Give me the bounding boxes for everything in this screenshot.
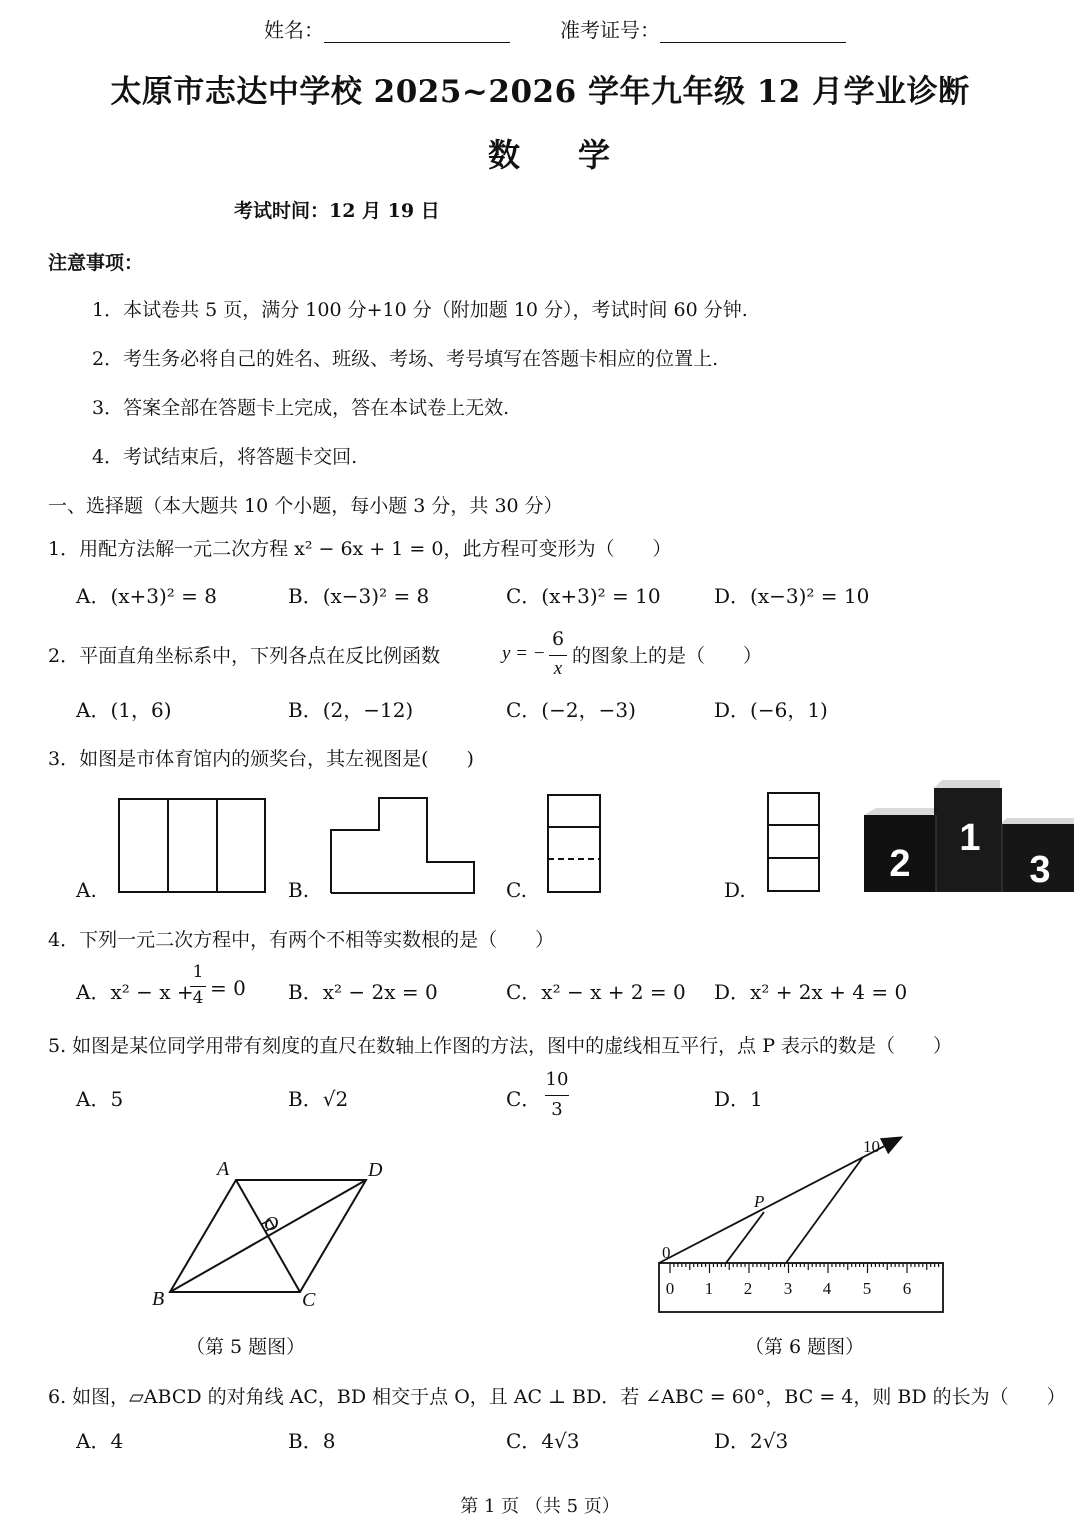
question-3-stem: 3．如图是市体育馆内的颁奖台，其左视图是( ) [48,748,474,770]
label-o: O [264,1213,279,1235]
q1-option-c: C．(x+3)² = 10 [506,584,661,608]
label-b: B [152,1288,165,1310]
question-2-stem-b: 的图象上的是（ ） [572,645,763,667]
ray-label-0: 0 [662,1243,671,1262]
question-6-stem: 6. 如图，▱ABCD 的对角线 AC，BD 相交于点 O，且 AC ⊥ BD．若 ∠ABC = 60°，BC = 4，则 BD 的长为（ ） [48,1386,1066,1408]
ruler-tick-label: 3 [783,1279,793,1298]
figure-5-caption: （第 5 题图） [186,1336,306,1358]
parallel-line-1 [726,1212,764,1263]
podium-label-2: 2 [889,843,911,885]
q5-c-num: 10 [545,1069,569,1090]
q1-option-b: B．(x−3)² = 8 [288,584,430,608]
ray-label-10: 10 [863,1137,880,1156]
q2-option-c: C．(−2，−3) [506,698,636,722]
notice-item: 3．答案全部在答题卡上完成，答在本试卷上无效. [92,397,510,419]
q6-option-c: C．4√3 [506,1429,580,1453]
q6-option-a: A．4 [76,1429,124,1453]
q2-option-b: B．(2，−12) [288,698,414,722]
ruler-body [659,1263,943,1312]
q4-option-a-pre: A．x² − x + [76,980,194,1004]
q2-option-d: D．(−6，1) [714,698,828,722]
ruler-tick-label: 4 [822,1279,832,1298]
q3-option-b: B. [288,878,310,902]
name-label: 姓名： [264,18,324,42]
label-d: D [368,1159,383,1181]
question-4-stem: 4．下列一元二次方程中，有两个不相等实数根的是（ ） [48,929,555,951]
q5-option-b: B．√2 [288,1087,349,1111]
page-title: 太原市志达中学校 2025~2026 学年九年级 12 月学业诊断 [110,74,970,110]
q4-option-b: B．x² − 2x = 0 [288,980,438,1004]
podium-label-3: 3 [1029,849,1051,891]
notice-item: 2．考生务必将自己的姓名、班级、考场、考号填写在答题卡相应的位置上. [92,348,719,370]
q5-option-d: D．1 [714,1087,763,1111]
parallel-line-2 [786,1157,863,1263]
q6-option-b: B．8 [288,1429,336,1453]
notice-item: 1．本试卷共 5 页，满分 100 分+10 分（附加题 10 分），考试时间 60 分钟. [92,299,748,321]
question-1-stem: 1．用配方法解一元二次方程 x² − 6x + 1 = 0，此方程可变形为（ ） [48,538,672,560]
ruler-tick-label: 1 [704,1279,714,1298]
q2-func-num: 6 [551,628,565,650]
notice-item: 4．考试结束后，将答题卡交回. [92,446,358,468]
q2-func-den: x [553,658,563,679]
q6-option-d: D．2√3 [714,1429,789,1453]
q4-option-c: C．x² − x + 2 = 0 [506,980,686,1004]
q3-option-d: D. [724,878,746,902]
q3-option-a: A. [76,878,97,902]
q1-option-a: A．(x+3)² = 8 [76,584,218,608]
ruler-tick-label: 5 [862,1279,872,1298]
question-5-stem: 5. 如图是某位同学用带有刻度的直尺在数轴上作图的方法，图中的虚线相互平行，点 P 表示的数是（ ） [48,1035,953,1057]
podium-label-1: 1 [959,817,981,859]
notice-heading: 注意事项： [48,252,144,274]
q5-option-c-label: C． [506,1087,542,1111]
label-p: P [754,1192,765,1211]
label-a: A [217,1158,230,1180]
subject-title: 数学 [488,136,669,174]
exam-time: 考试时间：12 月 19 日 [234,200,440,222]
id-label: 准考证号： [560,18,660,42]
label-c: C [302,1289,316,1311]
q4-option-d: D．x² + 2x + 4 = 0 [714,980,908,1004]
q3-option-c: C. [506,878,527,902]
ruler-tick-label: 6 [902,1279,912,1298]
ruler-tick-label: 0 [665,1279,675,1298]
figure-6-caption: （第 6 题图） [745,1336,865,1358]
q4-a-num: 1 [192,962,204,982]
q2-func-lhs: y = − [502,643,546,664]
q5-c-den: 3 [551,1099,563,1120]
q2-option-a: A．(1，6) [76,698,172,722]
number-line-ray [659,1138,900,1263]
ruler-tick-label: 2 [743,1279,753,1298]
section-heading: 一、选择题（本大题共 10 个小题，每小题 3 分，共 30 分） [48,495,563,517]
q5-option-a: A．5 [76,1087,124,1111]
q4-a-den: 4 [192,988,204,1008]
question-2-stem-a: 2．平面直角坐标系中，下列各点在反比例函数 [48,645,441,667]
q1-option-d: D．(x−3)² = 10 [714,584,870,608]
q4-option-a-post: = 0 [210,976,246,1000]
page-footer: 第 1 页 （共 5 页） [460,1496,620,1517]
